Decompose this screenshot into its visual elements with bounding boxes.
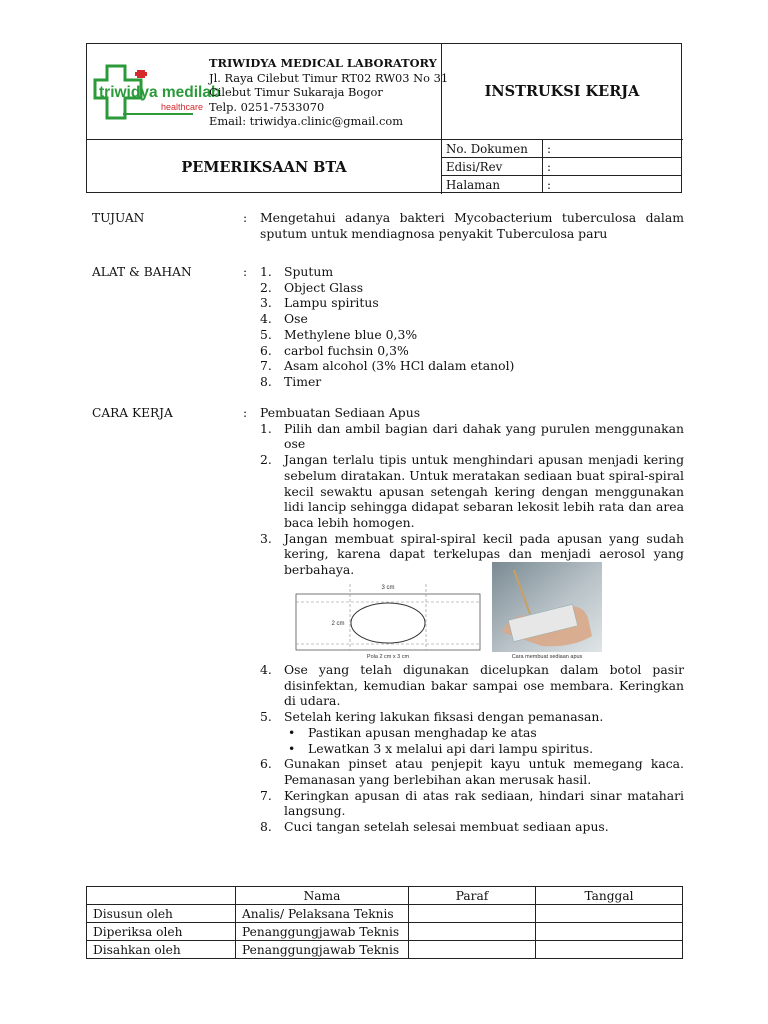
section-label-tujuan: TUJUAN [92,211,145,225]
meta-key: No. Dokumen [442,140,543,158]
lab-name: TRIWIDYA MEDICAL LABORATORY [209,56,437,70]
document-meta-table [442,140,682,193]
approval-table [86,886,683,959]
list-item: 8. Cuci tangan setelah selesai membuat sediaan apus. [260,819,609,835]
name-cell: Penanggungjawab Teknis [236,923,409,941]
dim-label-top: 3 cm [381,585,395,591]
cara-part-b [260,662,684,835]
section-label-alat: ALAT & BAHAN [92,265,192,279]
table-header-row [87,887,683,905]
role-cell: Diperiksa oleh [87,923,236,941]
list-item: 7. Asam alcohol (3% HCl dalam etanol) [260,358,515,374]
list-item: 6. carbol fuchsin 0,3% [260,342,409,358]
name-cell: Penanggungjawab Teknis [236,941,409,959]
table-header-cell: Paraf [409,887,536,905]
list-item: 1. Sputum [260,264,334,279]
meta-value: : [543,158,683,176]
tanggal-cell[interactable] [536,941,683,959]
list-item: 5. Methylene blue 0,3% [260,326,418,342]
paraf-cell[interactable] [409,941,536,959]
alat-list [260,264,684,390]
section-label-cara: CARA KERJA [92,406,173,420]
table-row [87,905,683,923]
bullet-item: • Lewatkan 3 x melalui api dari lampu spiritus. [288,740,594,756]
lab-email: Email: triwidya.clinic@gmail.com [209,114,404,129]
paraf-cell[interactable] [409,923,536,941]
list-item: 1. Pilih dan ambil bagian dari dahak yang purulen menggunakan ose [260,420,684,452]
lab-address-2: Cilebut Timur Sukaraja Bogor [209,85,383,100]
list-item: 4. Ose [260,311,308,327]
list-item: 3. Lampu spiritus [260,295,379,311]
smear-photo [492,562,602,660]
tanggal-cell[interactable] [536,905,683,923]
table-row [87,941,683,959]
logo-subtitle: healthcare [161,102,204,112]
figure-caption-right: Cara membuat sediaan apus [511,654,583,660]
meta-value: : [547,141,551,156]
meta-value: : [543,176,683,194]
tujuan-text: Mengetahui adanya bakteri Mycobacterium tuberculosa dalam sputum untuk mendiagnosa penyakit Tuberculosa paru [260,210,684,241]
list-item: 3. Jangan membuat spiral-spiral kecil pada apusan yang sudah kering, karena dapat terkelupas dan menjadi aerosol yang berbahaya. [260,530,684,578]
section-colon: : [243,406,248,420]
meta-key: Edisi/Rev [442,158,543,176]
section-colon: : [243,265,248,279]
lab-phone: Telp. 0251-7533070 [209,99,325,114]
list-item: 4. Ose yang telah digunakan dicelupkan dalam botol pasir disinfektan, kemudian bakar sampai ose membara. Keringkan di udara. [260,662,684,709]
bullet-item: • Pastikan apusan menghadap ke atas [288,724,537,740]
role-cell: Disusun oleh [87,905,236,923]
alat-list-container [260,264,684,390]
tanggal-cell[interactable] [536,923,683,941]
list-item: 8. Timer [260,373,322,389]
lab-address-1: Jl. Raya Cilebut Timur RT02 RW03 No 31 [209,70,449,85]
role-cell: Disahkan oleh [87,941,236,959]
table-row [87,923,683,941]
smear-pattern-diagram [292,580,488,662]
cara-subtitle: Pembuatan Sediaan Apus [260,405,421,420]
table-header-cell: Tanggal [536,887,683,905]
company-logo [93,64,221,120]
list-item: 2. Jangan terlalu tipis untuk menghindari apusan menjadi kering sebelum diratakan. Untuk meratakan sediaan buat spiral-spiral kecil sewaktu apusan setengah kering dengan menggunakan lidi lancip sehingga didapat sebaran lekosit lebih rata dan area baca lebih homogen. [260,452,684,530]
list-item: 2. Object Glass [260,279,364,295]
list-item: 7. Keringkan apusan di atas rak sediaan, hindari sinar matahari langsung. [260,787,684,819]
meta-row [442,158,682,176]
paraf-cell[interactable] [409,905,536,923]
meta-key: Halaman [442,176,543,194]
lab-info [209,56,448,129]
bullet-list [284,725,684,756]
list-item: 5. Setelah kering lakukan fiksasi dengan pemanasan. • Pastikan apusan menghadap ke atas • Lewatkan 3 x melalui api dari lampu spiritus. [260,709,684,756]
table-header-cell [87,887,236,905]
cara-steps-a [260,421,684,578]
meta-row [442,176,682,194]
list-item: 6. Gunakan pinset atau penjepit kayu untuk memegang kaca. Pemanasan yang berlebihan akan merusak hasil. [260,756,684,787]
meta-row [442,140,682,158]
logo-wordmark: triwidya medilab [99,84,221,101]
table-header-cell: Nama [236,887,409,905]
name-cell: Analis/ Pelaksana Teknis [236,905,409,923]
cara-part-a [260,405,684,578]
document-header [86,43,682,193]
document-title: PEMERIKSAAN BTA [181,158,347,176]
cara-steps-b [260,662,684,835]
figure-caption-left: Pola 2 cm x 3 cm [366,654,410,660]
section-colon: : [243,211,248,225]
document-type: INSTRUKSI KERJA [484,83,640,100]
dim-label-left: 2 cm [331,621,345,627]
slide-outline [296,594,480,650]
